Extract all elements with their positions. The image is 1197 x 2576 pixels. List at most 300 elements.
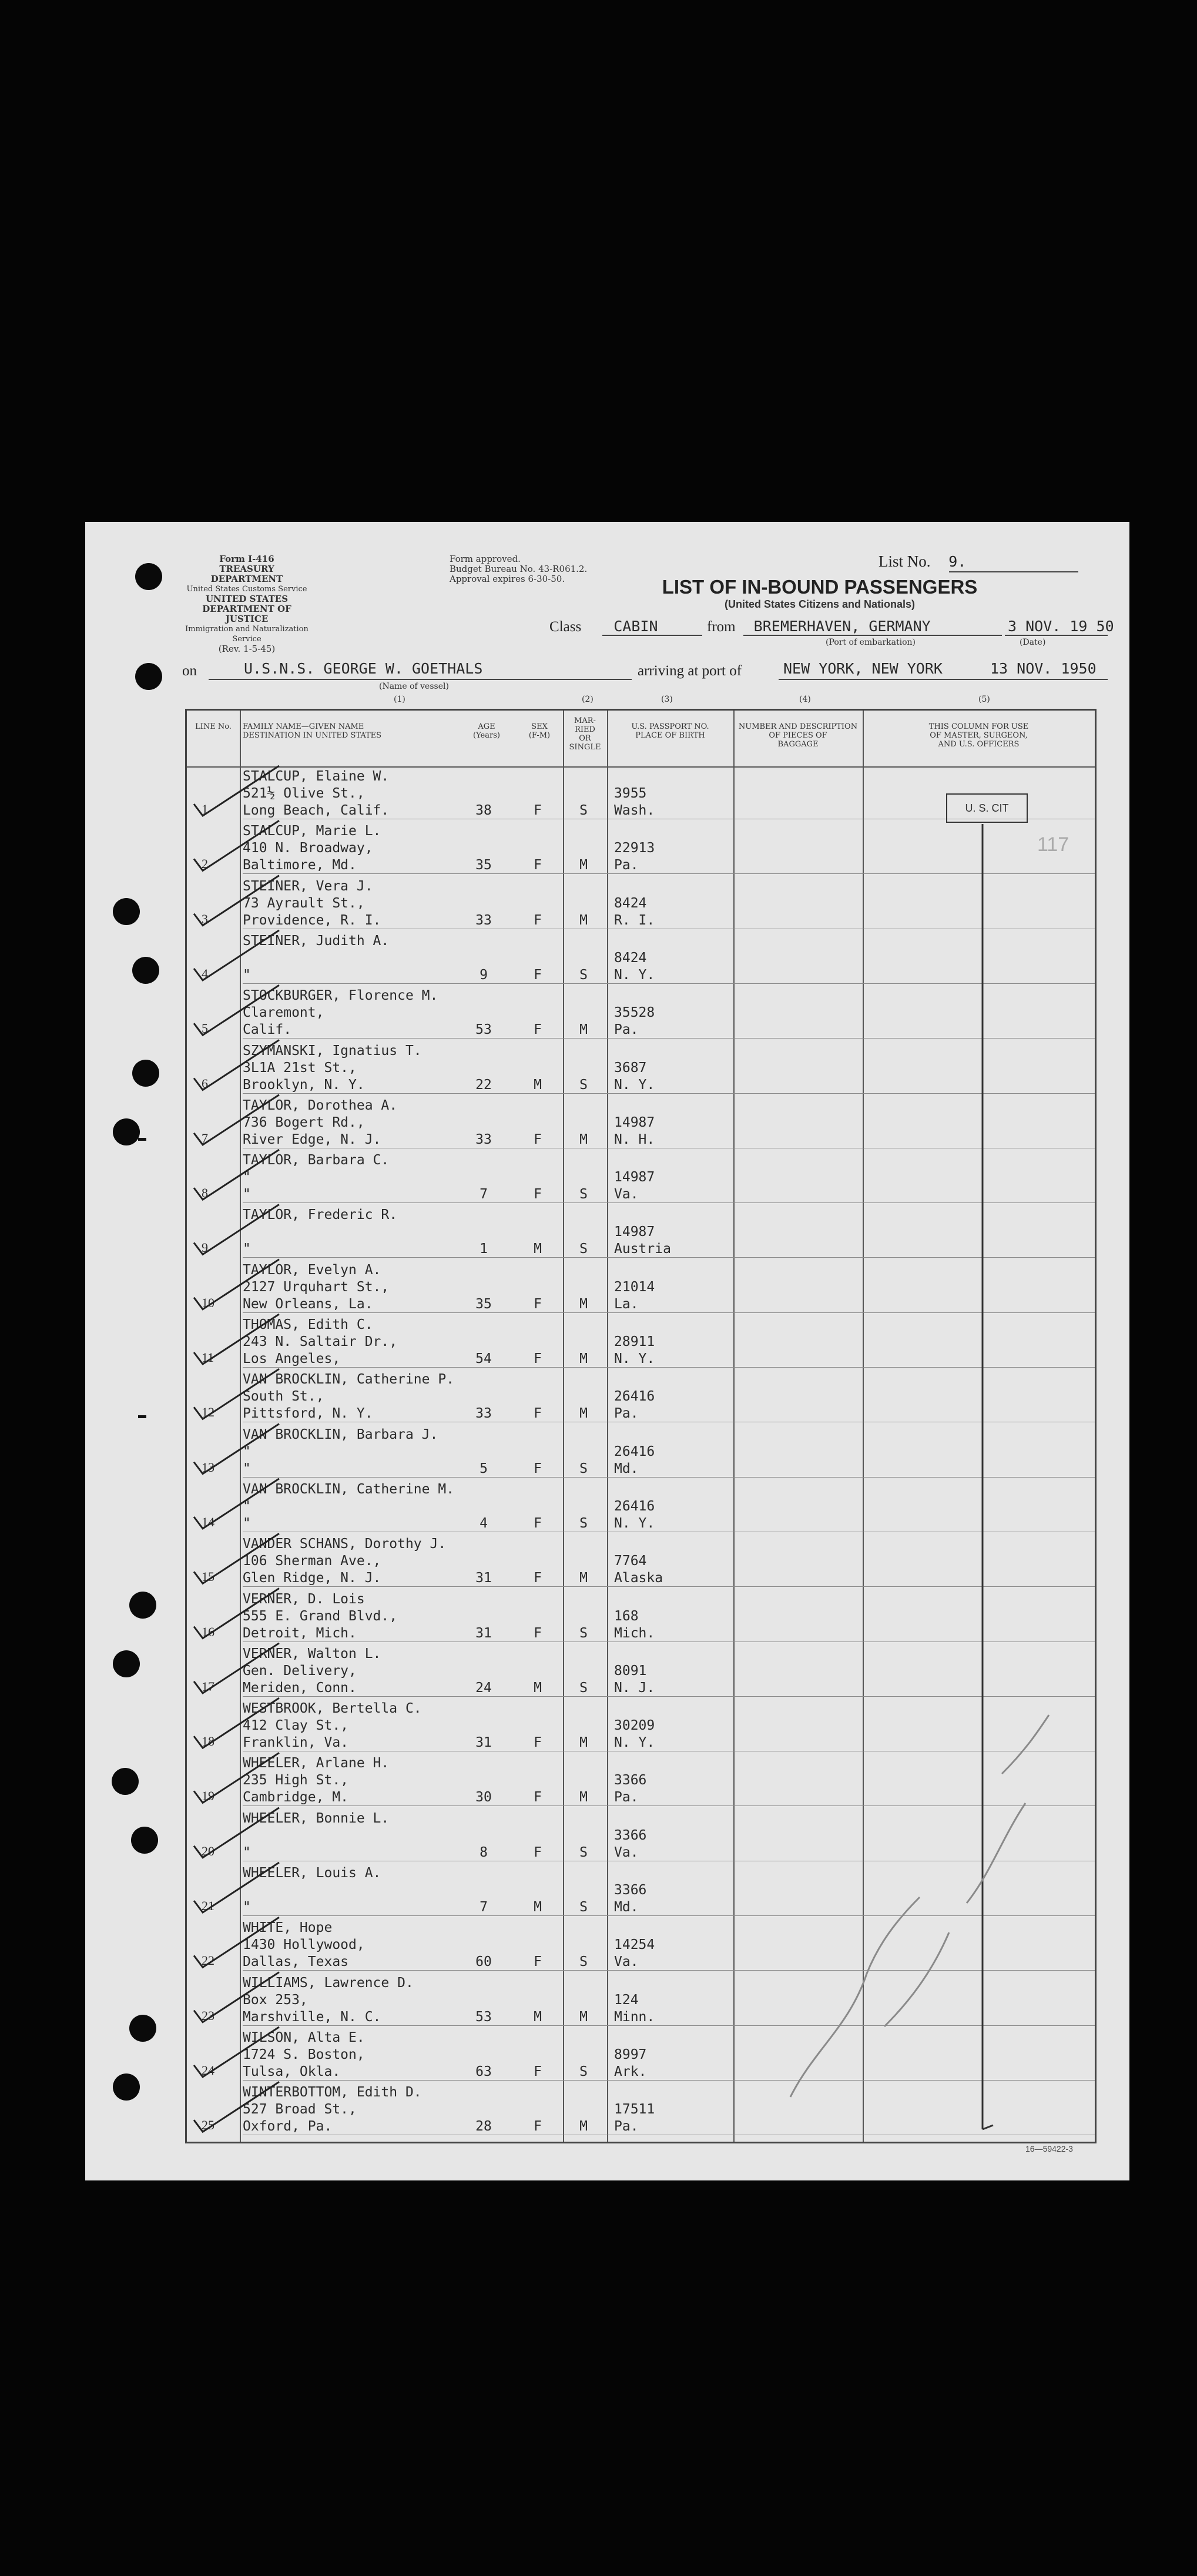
address-city: " <box>243 1460 251 1476</box>
address-street: Gen. Delivery, <box>243 1663 357 1679</box>
passport-number: 3366 <box>614 1773 647 1788</box>
passenger-row <box>187 1426 1095 1478</box>
embarkation-date: 3 NOV. 19 50 <box>1008 618 1114 635</box>
marital-status: S <box>579 967 588 983</box>
sex-value: F <box>534 1187 542 1202</box>
address-city: Meriden, Conn. <box>243 1680 357 1696</box>
address-city: New Orleans, La. <box>243 1296 373 1312</box>
sex-value: F <box>534 1296 542 1312</box>
line-number: 25 <box>202 2118 214 2133</box>
approval-line: Form approved. <box>450 554 521 564</box>
passenger-name: WHEELER, Louis A. <box>243 1865 381 1881</box>
address-street: " <box>243 1443 251 1459</box>
address-street: 527 Broad St., <box>243 2102 357 2118</box>
passenger-row <box>187 1261 1095 1313</box>
address-city: Los Angeles, <box>243 1351 341 1366</box>
col-header-sex: SEX (F-M) <box>528 722 551 740</box>
passenger-name: WHEELER, Bonnie L. <box>243 1810 390 1826</box>
address-street: 2127 Urquhart St., <box>243 1279 390 1295</box>
passenger-row <box>187 1316 1095 1368</box>
col-header-passport: U.S. PASSPORT NO. PLACE OF BIRTH <box>631 722 709 740</box>
age-value: 9 <box>480 967 488 983</box>
passenger-row <box>187 1206 1095 1258</box>
list-number <box>879 552 966 571</box>
age-value: 30 <box>475 1790 492 1805</box>
sex-value: F <box>534 1460 542 1476</box>
sex-value: F <box>534 1790 542 1805</box>
row-rule <box>243 1202 1095 1203</box>
address-street: 410 N. Broadway, <box>243 840 373 856</box>
place-of-birth: N. Y. <box>614 967 655 983</box>
sex-value: F <box>534 1844 542 1860</box>
address-street: 235 High St., <box>243 1773 349 1788</box>
agency-treasury: TREASURY DEPARTMENT <box>210 564 283 584</box>
address-city: Long Beach, Calif. <box>243 803 390 818</box>
line-number: 14 <box>202 1514 214 1529</box>
address-street: South St., <box>243 1389 324 1405</box>
form-revision: (Rev. 1-5-45) <box>218 644 276 654</box>
binder-hole <box>132 1060 159 1087</box>
age-value: 22 <box>475 1077 492 1093</box>
row-rule <box>243 1696 1095 1697</box>
arrival-port: NEW YORK, NEW YORK <box>783 660 943 677</box>
class-underline <box>602 635 702 636</box>
sex-value: M <box>534 1077 542 1093</box>
age-value: 24 <box>475 1680 492 1696</box>
passenger-name: TAYLOR, Frederic R. <box>243 1207 398 1223</box>
age-value: 35 <box>475 1296 492 1312</box>
row-rule <box>243 1038 1095 1039</box>
sex-value: F <box>534 1131 542 1147</box>
passenger-name: WHITE, Hope <box>243 1920 333 1936</box>
list-number-value: 9. <box>948 553 967 570</box>
age-value: 63 <box>475 2064 492 2079</box>
place-of-birth: R. I. <box>614 912 655 928</box>
address-city: Pittsford, N. Y. <box>243 1406 373 1422</box>
place-of-birth: N. Y. <box>614 1735 655 1751</box>
place-of-birth: N. Y. <box>614 1351 655 1366</box>
address-city: Brooklyn, N. Y. <box>243 1077 365 1093</box>
row-rule <box>243 2080 1095 2081</box>
passport-number: 8424 <box>614 950 647 966</box>
sex-value: F <box>534 1735 542 1751</box>
line-number: 19 <box>202 1788 214 1804</box>
address-street: Box 253, <box>243 1992 308 2008</box>
passport-number: 14987 <box>614 1170 655 1185</box>
address-city: " <box>243 1844 251 1860</box>
col-num-3: (3) <box>661 695 673 704</box>
passport-number: 26416 <box>614 1498 655 1514</box>
place-of-birth: Md. <box>614 1900 639 1915</box>
sex-value: F <box>534 2064 542 2079</box>
place-of-birth: Austria <box>614 1241 671 1257</box>
vessel-on-label <box>182 662 197 679</box>
age-value: 38 <box>475 803 492 818</box>
passenger-row <box>187 1919 1095 1971</box>
col-header-name: FAMILY NAME—GIVEN NAME DESTINATION IN UNITED STATES <box>243 722 382 740</box>
approval-line: Approval expires 6-30-50. <box>450 574 565 584</box>
address-street: 521½ Olive St., <box>243 786 365 801</box>
place-of-birth: N. J. <box>614 1680 655 1696</box>
place-of-birth: Pa. <box>614 857 639 873</box>
binder-hole <box>131 1827 158 1854</box>
class-label: Class <box>549 619 582 635</box>
passport-number: 3366 <box>614 1882 647 1898</box>
age-value: 8 <box>480 1844 488 1860</box>
sex-value: F <box>534 1625 542 1641</box>
passenger-name: WINTERBOTTOM, Edith D. <box>243 2085 422 2101</box>
sex-value: F <box>534 2119 542 2135</box>
passenger-name: STEINER, Judith A. <box>243 933 390 949</box>
sex-value: F <box>534 857 542 873</box>
binder-slot <box>138 1415 146 1418</box>
address-city: River Edge, N. J. <box>243 1131 381 1147</box>
marital-status: S <box>579 1241 588 1257</box>
sex-value: M <box>534 1241 542 1257</box>
passenger-row <box>187 1864 1095 1916</box>
binder-hole <box>112 1768 139 1795</box>
row-rule <box>243 2025 1095 2026</box>
address-street: 1430 Hollywood, <box>243 1937 365 1953</box>
on-label: on <box>182 663 197 679</box>
vessel-name: U.S.N.S. GEORGE W. GOETHALS <box>244 660 483 677</box>
age-value: 31 <box>475 1570 492 1586</box>
address-city: Dallas, Texas <box>243 1954 349 1970</box>
address-street: 243 N. Saltair Dr., <box>243 1334 398 1349</box>
age-value: 35 <box>475 857 492 873</box>
age-value: 33 <box>475 912 492 928</box>
age-value: 31 <box>475 1625 492 1641</box>
address-street: 736 Bogert Rd., <box>243 1114 365 1130</box>
passenger-name: SZYMANSKI, Ignatius T. <box>243 1043 422 1058</box>
age-value: 28 <box>475 2119 492 2135</box>
marital-status: M <box>579 2119 588 2135</box>
row-rule <box>243 1257 1095 1258</box>
binder-hole <box>113 1118 140 1145</box>
passenger-name: TAYLOR, Dorothea A. <box>243 1097 398 1113</box>
passport-number: 3687 <box>614 1060 647 1076</box>
passenger-name: WILSON, Alta E. <box>243 2029 365 2045</box>
sex-value: F <box>534 1515 542 1531</box>
marital-status: S <box>579 1900 588 1915</box>
vessel-caption: (Name of vessel) <box>379 682 449 691</box>
marital-status: S <box>579 1954 588 1970</box>
place-of-birth: Pa. <box>614 2119 639 2135</box>
binder-slot <box>138 1138 146 1141</box>
row-rule <box>243 1093 1095 1094</box>
place-of-birth: N. H. <box>614 1131 655 1147</box>
citizen-stamp: U. S. CIT <box>946 793 1028 823</box>
line-number: 8 <box>202 1185 208 1201</box>
row-rule <box>243 1477 1095 1478</box>
marital-status: M <box>579 1790 588 1805</box>
passenger-row <box>187 822 1095 874</box>
passenger-row <box>187 877 1095 929</box>
passenger-name: TAYLOR, Evelyn A. <box>243 1262 381 1278</box>
col-num-5: (5) <box>978 695 990 704</box>
address-city: Oxford, Pa. <box>243 2119 333 2135</box>
passenger-name: STALCUP, Elaine W. <box>243 769 390 784</box>
passenger-row <box>187 1974 1095 2026</box>
marital-status: S <box>579 1077 588 1093</box>
passenger-name: VERNER, D. Lois <box>243 1591 365 1607</box>
line-number: 11 <box>202 1350 214 1365</box>
col-header-baggage: NUMBER AND DESCRIPTION OF PIECES OF BAGGAGE <box>738 722 858 749</box>
age-value: 60 <box>475 1954 492 1970</box>
age-value: 1 <box>480 1241 488 1257</box>
line-number: 15 <box>202 1569 214 1585</box>
place-of-birth: La. <box>614 1296 639 1312</box>
col-header-line: LINE No. <box>195 722 232 731</box>
passenger-row <box>187 1097 1095 1148</box>
marital-status: S <box>579 2064 588 2079</box>
line-number: 10 <box>202 1295 214 1310</box>
passenger-row <box>187 1754 1095 1806</box>
list-number-label: List No. <box>879 552 931 570</box>
passenger-row <box>187 1810 1095 1861</box>
address-city: " <box>243 967 251 983</box>
passport-number: 26416 <box>614 1443 655 1459</box>
line-number: 9 <box>202 1240 208 1255</box>
sex-value: F <box>534 1351 542 1366</box>
address-city: Providence, R. I. <box>243 912 381 928</box>
place-of-birth: Md. <box>614 1460 639 1476</box>
sex-value: M <box>534 1680 542 1696</box>
row-rule <box>243 1805 1095 1806</box>
address-street: 3L1A 21st St., <box>243 1060 357 1076</box>
list-number-underline <box>949 571 1078 572</box>
place-of-birth: Va. <box>614 1844 639 1860</box>
address-street: 73 Ayrault St., <box>243 895 365 911</box>
address-street: 106 Sherman Ave., <box>243 1553 381 1569</box>
binder-hole <box>135 563 162 590</box>
marital-status: M <box>579 1735 588 1751</box>
row-rule <box>243 983 1095 984</box>
passenger-name: VAN BROCKLIN, Catherine M. <box>243 1481 455 1497</box>
arrival-date: 13 NOV. 1950 <box>990 660 1097 677</box>
passport-number: 3955 <box>614 786 647 801</box>
manifest-page <box>85 522 1129 2180</box>
page-subtitle: (United States Citizens and Nationals) <box>724 598 916 610</box>
passport-number: 14987 <box>614 1114 655 1130</box>
age-value: 7 <box>480 1900 488 1915</box>
marital-status: M <box>579 1022 588 1038</box>
row-rule <box>243 1586 1095 1587</box>
address-city: " <box>243 1900 251 1915</box>
line-number: 1 <box>202 802 208 816</box>
place-of-birth: N. Y. <box>614 1515 655 1531</box>
marital-status: M <box>579 857 588 873</box>
line-number: 2 <box>202 856 208 872</box>
approval-block <box>450 554 602 584</box>
passport-number: 28911 <box>614 1334 655 1349</box>
passenger-table <box>185 709 1097 2143</box>
line-number: 5 <box>202 1021 208 1036</box>
col-num-4: (4) <box>799 695 811 704</box>
address-street: " <box>243 1170 251 1185</box>
sex-value: M <box>534 1900 542 1915</box>
binder-hole <box>113 898 140 925</box>
marital-status: M <box>579 1570 588 1586</box>
passenger-row <box>187 932 1095 984</box>
line-number: 6 <box>202 1076 208 1091</box>
age-value: 33 <box>475 1406 492 1422</box>
row-rule <box>243 1970 1095 1971</box>
passenger-row <box>187 987 1095 1039</box>
line-number: 13 <box>202 1459 214 1475</box>
col-num-2: (2) <box>582 695 594 704</box>
binder-hole <box>135 663 162 690</box>
passenger-name: VAN BROCKLIN, Barbara J. <box>243 1426 438 1442</box>
passport-number: 124 <box>614 1992 639 2008</box>
line-number: 21 <box>202 1898 214 1913</box>
pencil-annotation: 117 <box>1037 833 1069 856</box>
passenger-name: THOMAS, Edith C. <box>243 1317 373 1332</box>
from-label: from <box>707 619 736 635</box>
age-value: 5 <box>480 1460 488 1476</box>
passenger-name: VAN BROCKLIN, Catherine P. <box>243 1372 455 1388</box>
place-of-birth: Pa. <box>614 1406 639 1422</box>
marital-status: M <box>579 1296 588 1312</box>
sex-value: F <box>534 803 542 818</box>
port-caption: (Port of embarkation) <box>826 638 916 647</box>
marital-status: M <box>579 2009 588 2025</box>
class-value: CABIN <box>613 618 658 635</box>
line-number: 24 <box>202 2062 214 2078</box>
passenger-name: WHEELER, Arlane H. <box>243 1756 390 1771</box>
age-value: 53 <box>475 1022 492 1038</box>
place-of-birth: Alaska <box>614 1570 663 1586</box>
place-of-birth: Va. <box>614 1954 639 1970</box>
marital-status: M <box>579 1406 588 1422</box>
address-street: 555 E. Grand Blvd., <box>243 1608 398 1624</box>
agency-justice: UNITED STATES DEPARTMENT OF JUSTICE <box>202 594 291 624</box>
age-value: 31 <box>475 1735 492 1751</box>
marital-status: M <box>579 1131 588 1147</box>
line-number: 7 <box>202 1130 208 1145</box>
line-number: 17 <box>202 1679 214 1694</box>
approval-line: Budget Bureau No. 43-R061.2. <box>450 564 588 574</box>
place-of-birth: Minn. <box>614 2009 655 2025</box>
row-rule <box>243 1312 1095 1313</box>
marital-status: M <box>579 912 588 928</box>
line-number: 12 <box>202 1405 214 1420</box>
passenger-name: VERNER, Walton L. <box>243 1646 381 1661</box>
age-value: 54 <box>475 1351 492 1366</box>
address-street: 1724 S. Boston, <box>243 2046 365 2062</box>
address-city: Baltimore, Md. <box>243 857 357 873</box>
agency-ins: Immigration and Naturalization Service <box>185 625 309 644</box>
address-city: Franklin, Va. <box>243 1735 349 1751</box>
row-rule <box>243 1367 1095 1368</box>
passenger-row <box>187 2029 1095 2081</box>
line-number: 4 <box>202 966 208 981</box>
passport-number: 21014 <box>614 1279 655 1295</box>
sex-value: F <box>534 912 542 928</box>
print-code: 16—59422-3 <box>1025 2144 1073 2153</box>
sex-value: F <box>534 1954 542 1970</box>
address-city: Cambridge, M. <box>243 1790 349 1805</box>
passenger-row <box>187 1700 1095 1751</box>
line-number: 18 <box>202 1734 214 1749</box>
address-street: Claremont, <box>243 1005 324 1021</box>
sex-value: F <box>534 967 542 983</box>
passenger-row <box>187 1645 1095 1697</box>
address-city: Tulsa, Okla. <box>243 2064 341 2079</box>
binder-hole <box>113 1650 140 1677</box>
sex-value: F <box>534 1022 542 1038</box>
line-number: 23 <box>202 2008 214 2023</box>
passport-number: 30209 <box>614 1718 655 1734</box>
passenger-name: STALCUP, Marie L. <box>243 823 381 839</box>
passenger-name: WESTBROOK, Bertella C. <box>243 1701 422 1717</box>
embarkation-port: BREMERHAVEN, GERMANY <box>753 618 931 635</box>
col-header-officers: THIS COLUMN FOR USE OF MASTER, SURGEON, AND U.S. OFFICERS <box>928 722 1029 749</box>
place-of-birth: Ark. <box>614 2064 647 2079</box>
marital-status: M <box>579 1351 588 1366</box>
col-header-marital: MAR- RIED OR SINGLE <box>569 716 601 752</box>
passport-number: 8424 <box>614 895 647 911</box>
line-number: 22 <box>202 1953 214 1968</box>
place-of-birth: Wash. <box>614 803 655 818</box>
arriving-label <box>638 662 742 679</box>
marital-status: S <box>579 1625 588 1641</box>
passenger-name: TAYLOR, Barbara C. <box>243 1153 390 1168</box>
sex-value: F <box>534 1570 542 1586</box>
passenger-row <box>187 1535 1095 1587</box>
address-city: " <box>243 1515 251 1531</box>
passenger-row <box>187 2083 1095 2135</box>
passport-number: 26416 <box>614 1389 655 1405</box>
passport-number: 8997 <box>614 2046 647 2062</box>
age-value: 33 <box>475 1131 492 1147</box>
marital-status: S <box>579 1680 588 1696</box>
address-city: " <box>243 1241 251 1257</box>
passenger-row <box>187 1151 1095 1203</box>
col-num-1: (1) <box>394 695 405 704</box>
marital-status: S <box>579 803 588 818</box>
line-number: 16 <box>202 1624 214 1639</box>
binder-hole <box>113 2073 140 2101</box>
marital-status: S <box>579 1460 588 1476</box>
passport-number: 168 <box>614 1608 639 1624</box>
passport-number: 8091 <box>614 1663 647 1679</box>
port-underline <box>743 635 1002 636</box>
passenger-row <box>187 1590 1095 1642</box>
passport-number: 22913 <box>614 840 655 856</box>
passenger-name: STEINER, Vera J. <box>243 878 373 894</box>
age-value: 7 <box>480 1187 488 1202</box>
row-rule <box>243 1915 1095 1916</box>
embarkation-from <box>707 618 931 635</box>
passenger-row <box>187 1480 1095 1532</box>
date-underline <box>1005 635 1108 636</box>
binder-hole <box>129 2015 156 2042</box>
place-of-birth: Mich. <box>614 1625 655 1641</box>
marital-status: S <box>579 1844 588 1860</box>
marital-status: S <box>579 1515 588 1531</box>
passport-number: 35528 <box>614 1005 655 1021</box>
arriving-label-text: arriving at port of <box>638 663 742 679</box>
passport-number: 7764 <box>614 1553 647 1569</box>
passport-number: 14254 <box>614 1937 655 1953</box>
binder-hole <box>129 1592 156 1619</box>
page-title: LIST OF IN-BOUND PASSENGERS <box>662 576 978 598</box>
sex-value: F <box>534 1406 542 1422</box>
embarkation-line <box>549 618 658 635</box>
marital-status: S <box>579 1187 588 1202</box>
passport-number: 17511 <box>614 2102 655 2118</box>
